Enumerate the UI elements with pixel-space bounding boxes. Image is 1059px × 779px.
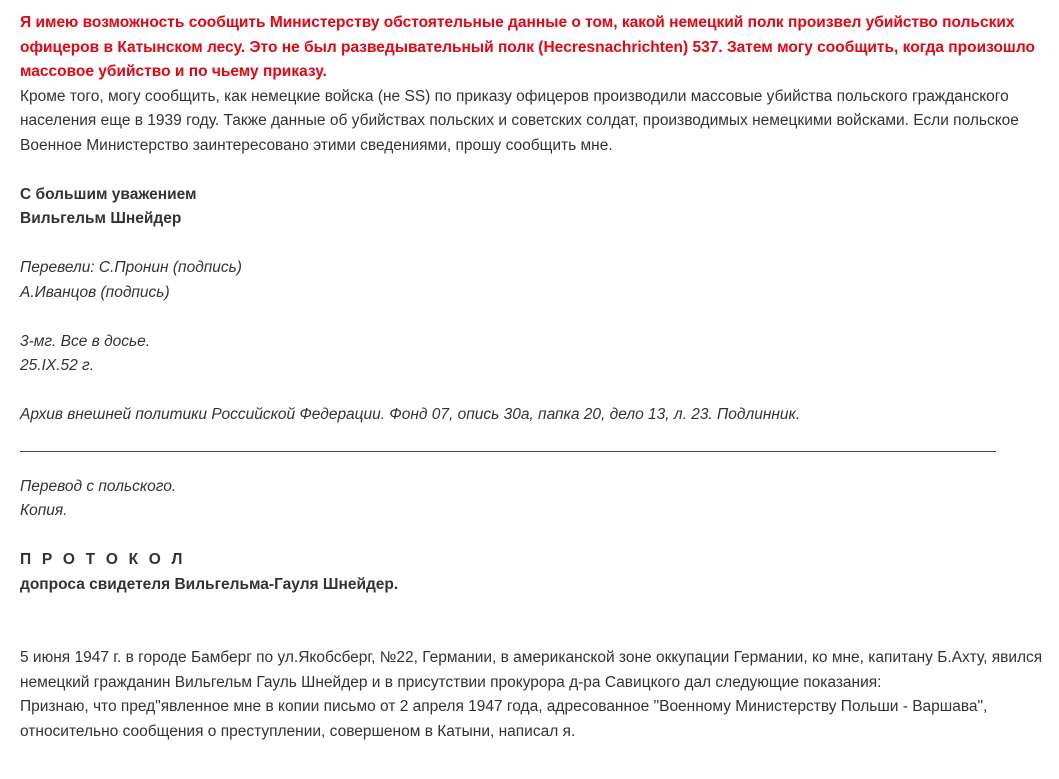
letter-signature: Вильгельм Шнейдер — [20, 210, 182, 227]
archive-source: Архив внешней политики Российской Федерации. Фонд 07, опись 30а, папка 20, дело 13, л. 23. Подлинник. — [20, 406, 801, 423]
spacer — [20, 622, 1059, 647]
protocol-subtitle: допроса свидетеля Вильгельма-Гауля Шнейдер. — [20, 575, 399, 593]
spacer — [20, 158, 1059, 183]
section-divider — [20, 451, 996, 452]
protocol-title: П Р О Т О К О Л — [20, 551, 186, 568]
spacer — [20, 524, 1059, 549]
spacer — [20, 232, 1059, 257]
filing-note-line-2: 25.IX.52 г. — [20, 357, 94, 374]
protocol-paragraph: 5 июня 1947 г. в городе Бамберг по ул.Якобсберг, №22, Германии, в американской зоне оккупации Германии, ко мне, капитану Б.Ахту, явился немецкий гражданин Вильгельм Гауль Шнейдер и в присутствии прокурора д-ра Савицкого дал следующие показания: — [20, 649, 1043, 691]
protocol-statement: Признаю, что пред"явленное мне в копии письмо от 2 апреля 1947 года, адресованное "Военному Министерству Польши - Варшава", относительно сообщения о преступлении, совершеном в Катыни, написал я. — [20, 698, 988, 740]
translators-line-2: А.Иванцов (подпись) — [20, 283, 170, 301]
letter-body-paragraph: Кроме того, могу сообщить, как немецкие войска (не SS) по приказу офицеров производили массовые убийства польского гражданского населения еще в 1939 году. Также данные об убийствах польских и советских солдат, производимых немецкими войсками. Если польское Военное Министерство заинтересовано этими сведениями, прошу сообщить мне. — [20, 87, 1019, 154]
copy-note: Копия. — [20, 502, 68, 519]
spacer — [20, 379, 1059, 404]
letter-red-paragraph: Я имею возможность сообщить Министерству обстоятельные данные о том, какой немецкий полк произвел убийство польских офицеров в Катынском лесу. Это не был разведывательный полк (Hecresnachrichten) 537. Затем могу сообщить, когда произошло массовое убийство и по чьему приказу. — [20, 14, 1035, 80]
filing-note-line-1: 3-мг. Все в досье. — [20, 332, 151, 350]
translators-line-1: Перевели: С.Пронин (подпись) — [20, 259, 242, 276]
letter-closing: С большим уважением — [20, 185, 197, 203]
spacer — [20, 305, 1059, 330]
translation-note: Перевод с польского. — [20, 477, 177, 495]
spacer — [20, 597, 1059, 622]
